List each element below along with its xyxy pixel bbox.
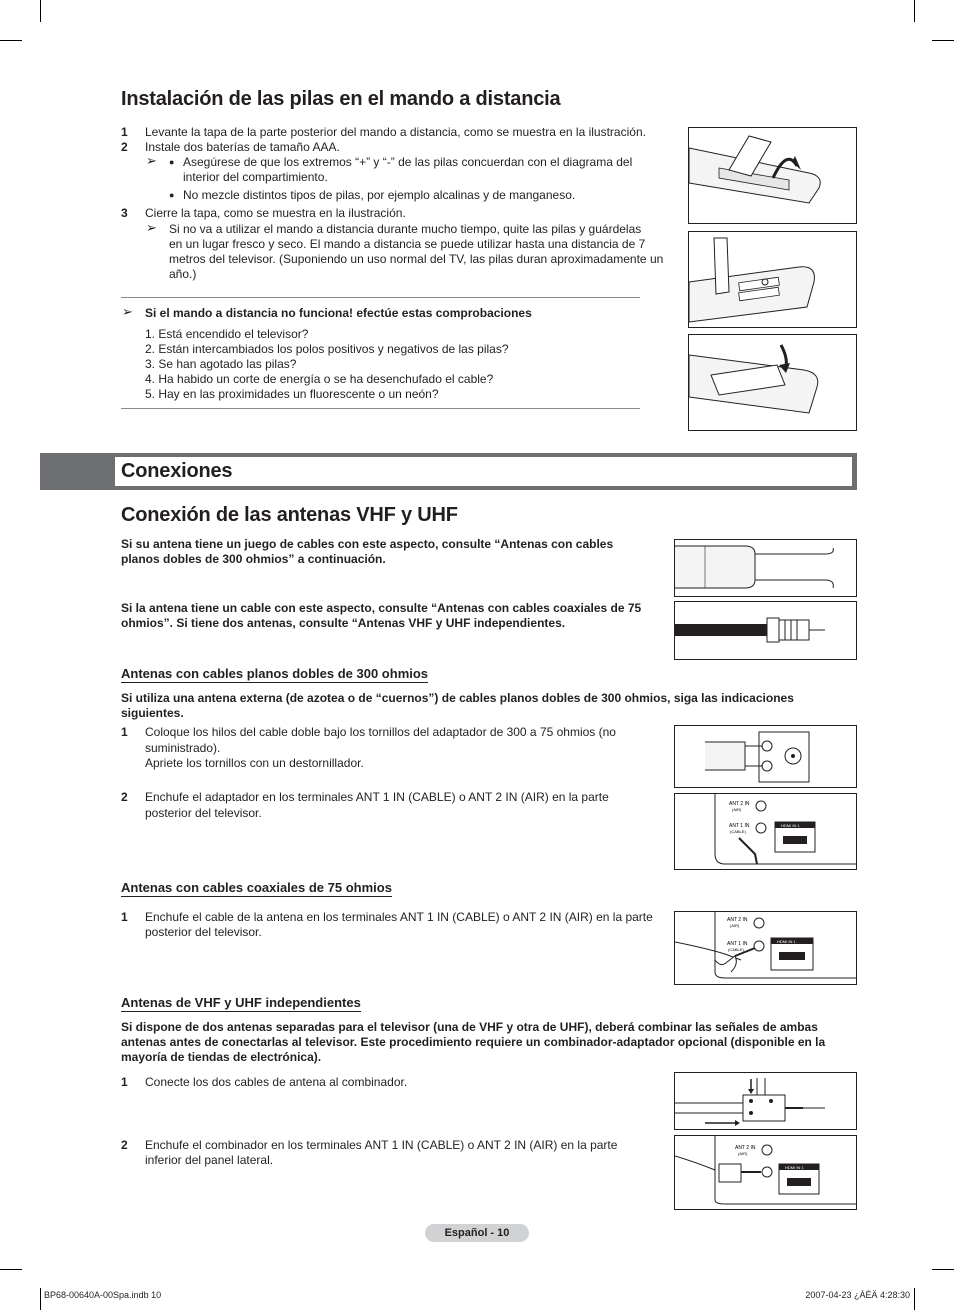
step-number: 3 xyxy=(121,206,128,220)
step-text: Instale dos baterías de tamaño AAA. xyxy=(145,140,340,154)
fig-label: ANT 2 IN xyxy=(735,1145,756,1151)
note-arrow-icon: ➢ xyxy=(122,304,133,319)
crop-mark xyxy=(914,0,915,22)
subsection-title: Antenas con cables planos dobles de 300 ohmios xyxy=(121,666,429,681)
fig-label: (AIR) xyxy=(732,807,742,812)
crop-mark xyxy=(0,40,22,41)
step-number: 1 xyxy=(121,1075,128,1089)
step-text: suministrado). xyxy=(145,741,221,755)
adapter-screws-illustration xyxy=(674,725,857,788)
bullet-icon: ● xyxy=(169,190,175,200)
intro-text: Si su antena tiene un juego de cables con este aspecto, consulte “Antenas con cables xyxy=(121,537,614,551)
crop-mark xyxy=(914,1288,915,1310)
fig-label: ANT 1 IN xyxy=(727,941,748,947)
fig-label: (AIR) xyxy=(730,923,740,928)
step-number: 2 xyxy=(121,790,128,804)
section-title-antennas: Conexión de las antenas VHF y UHF xyxy=(121,504,458,526)
fig-label: HDMI IN 1 xyxy=(781,823,800,828)
coaxial-cable-illustration xyxy=(674,601,857,660)
intro-text: Si la antena tiene un cable con este aspecto, consulte “Antenas con cables coaxiales de 75 xyxy=(121,601,642,615)
fig-label: ANT 2 IN xyxy=(727,917,748,923)
intro-text: Si dispone de dos antenas separadas para el televisor (una de VHF y otra de UHF), deberá combinar las señales de ambas xyxy=(121,1020,818,1034)
note-arrow-icon: ➢ xyxy=(146,153,157,168)
crop-mark xyxy=(932,1269,954,1270)
step-text: Enchufe el combinador en los terminales ANT 1 IN (CABLE) o ANT 2 IN (AIR) en la parte xyxy=(145,1138,618,1152)
intro-text: planos dobles de 300 ohmios” a continuación. xyxy=(121,552,386,566)
check-item: 3. Se han agotado las pilas? xyxy=(145,357,297,371)
note-text: en un lugar fresco y seco. El mando a distancia se puede utilizar hasta una distancia de 7 xyxy=(169,237,646,251)
intro-text: Si utiliza una antena externa (de azotea o de “cuernos”) de cables planos dobles de 300 ohmios, siga las indicaciones xyxy=(121,691,794,705)
fig-label: ANT 1 IN xyxy=(729,823,750,829)
file-name: BP68-00640A-00Spa.indb 10 xyxy=(44,1290,162,1300)
check-item: 4. Ha habido un corte de energía o se ha desenchufado el cable? xyxy=(145,372,494,386)
print-timestamp: 2007-04-23 ¿ÀÈÄ 4:28:30 xyxy=(805,1290,910,1300)
crop-mark xyxy=(40,0,41,22)
coax-to-tv-illustration xyxy=(674,911,857,985)
subsection-title: Antenas con cables coaxiales de 75 ohmios xyxy=(121,880,392,895)
intro-text: mayoría de tiendas de electrónica). xyxy=(121,1050,322,1064)
crop-mark xyxy=(40,1288,41,1310)
fig-label: ANT 2 IN xyxy=(729,801,750,807)
step-text: Cierre la tapa, como se muestra en la ilustración. xyxy=(145,206,406,220)
note-text: año.) xyxy=(169,267,197,281)
step-number: 1 xyxy=(121,910,128,924)
fig-label: (CABLE) xyxy=(730,829,746,834)
check-item: 5. Hay en las proximidades un fluorescente o un neón? xyxy=(145,387,439,401)
intro-text: antenas antes de conectarlas al televisor. Este procedimiento requiere un combinador-adaptador opcional (disponible en la xyxy=(121,1035,826,1049)
note-text: metros del televisor. (Suponiendo un uso normal del TV, las pilas duran aproximadamente un xyxy=(169,252,664,266)
step-text: posterior del televisor. xyxy=(145,806,262,820)
fig-label: (AIR) xyxy=(738,1151,748,1156)
step-number: 2 xyxy=(121,1138,128,1152)
step-text: Coloque los hilos del cable doble bajo los tornillos del adaptador de 300 a 75 ohmios (no xyxy=(145,725,616,739)
crop-mark xyxy=(932,40,954,41)
remote-insert-batteries-illustration xyxy=(688,231,857,328)
step-text: Conecte los dos cables de antena al combinador. xyxy=(145,1075,408,1089)
fig-label: HDMI IN 1 xyxy=(777,939,796,944)
note-arrow-icon: ➢ xyxy=(146,220,157,235)
check-item: 1. Está encendido el televisor? xyxy=(145,327,309,341)
remote-open-cover-illustration xyxy=(688,127,857,224)
note-text: Asegúrese de que los extremos “+” y “-” de las pilas concuerdan con el diagrama del xyxy=(183,155,633,169)
note-text: interior del compartimiento. xyxy=(183,170,328,184)
note-text: Si no va a utilizar el mando a distancia durante mucho tiempo, quite las pilas y guárdelas xyxy=(169,222,642,236)
step-text: posterior del televisor. xyxy=(145,925,262,939)
crop-mark xyxy=(0,1269,22,1270)
intro-text: ohmios”. Si tiene dos antenas, consulte “Antenas VHF y UHF independientes. xyxy=(121,616,566,630)
divider xyxy=(121,297,640,298)
intro-text: siguientes. xyxy=(121,706,184,720)
section-title-batteries: Instalación de las pilas en el mando a distancia xyxy=(121,88,561,110)
note-text: No mezcle distintos tipos de pilas, por ejemplo alcalinas y de manganeso. xyxy=(183,188,576,202)
step-text: Apriete los tornillos con un destornillador. xyxy=(145,756,364,770)
combiner-to-tv-illustration xyxy=(674,1135,857,1210)
fig-label: HDMI IN 1 xyxy=(785,1165,804,1170)
fig-label: (CABLE) xyxy=(728,947,744,952)
page-number: Español - 10 xyxy=(444,1227,510,1239)
remote-close-cover-illustration xyxy=(688,334,857,431)
step-number: 1 xyxy=(121,725,128,739)
bullet-icon: ● xyxy=(169,157,175,167)
step-number: 1 xyxy=(121,125,128,139)
banner-title: Conexiones xyxy=(121,460,233,482)
step-text: Enchufe el cable de la antena en los terminales ANT 1 IN (CABLE) o ANT 2 IN (AIR) en la parte xyxy=(145,910,653,924)
step-text: inferior del panel lateral. xyxy=(145,1153,274,1167)
check-title: Si el mando a distancia no funciona! efectúe estas comprobaciones xyxy=(145,306,532,320)
combiner-illustration xyxy=(674,1072,857,1130)
subsection-title: Antenas de VHF y UHF independientes xyxy=(121,995,361,1010)
divider xyxy=(121,408,640,409)
check-item: 2. Están intercambiados los polos positivos y negativos de las pilas? xyxy=(145,342,509,356)
adapter-to-tv-illustration xyxy=(674,793,857,870)
step-text: Levante la tapa de la parte posterior del mando a distancia, como se muestra en la ilustración. xyxy=(145,125,646,139)
step-text: Enchufe el adaptador en los terminales ANT 1 IN (CABLE) o ANT 2 IN (AIR) en la parte xyxy=(145,790,609,804)
step-number: 2 xyxy=(121,140,128,154)
twin-lead-cable-illustration xyxy=(674,539,857,597)
